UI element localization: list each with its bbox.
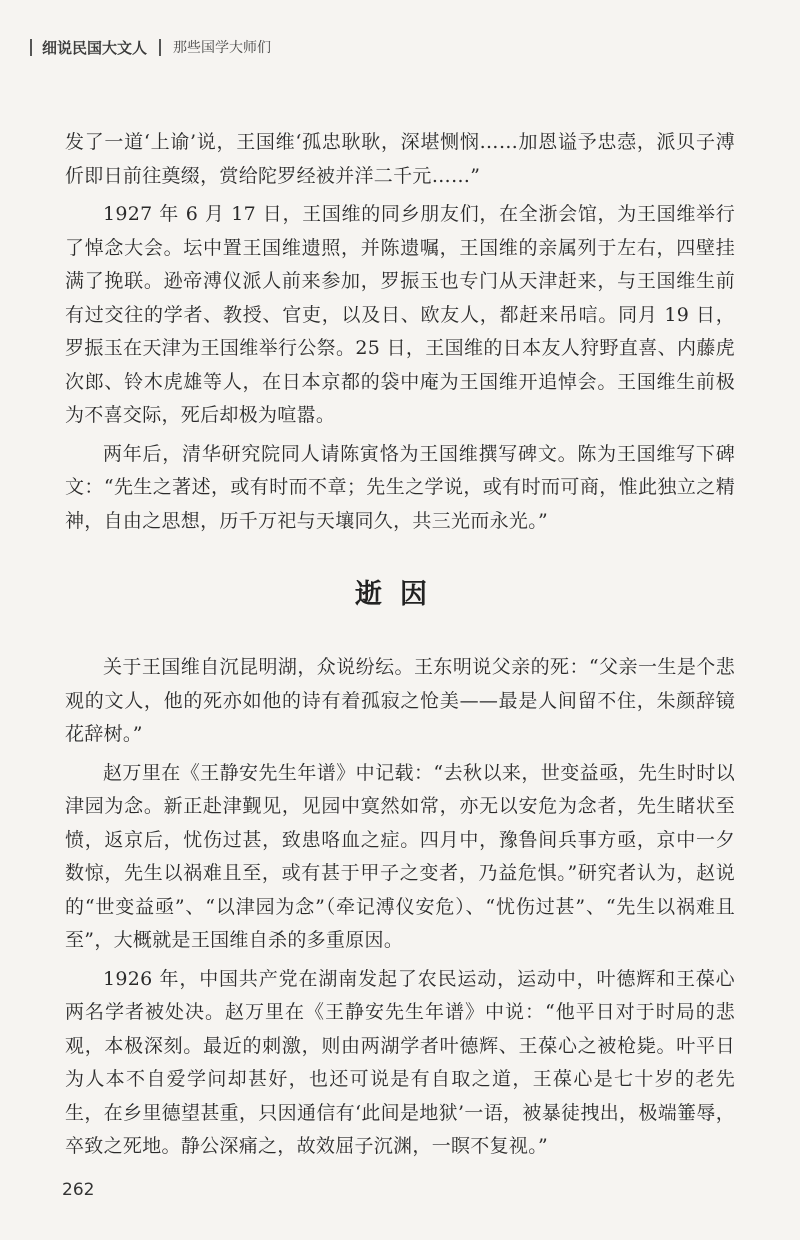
paragraph: 两年后，清华研究院同人请陈寅恪为王国维撰写碑文。陈为王国维写下碑文：“先生之著述，或有时而不章；先生之学说，或有时而可商，惟此独立之精神，自由之思想，历千万祀与天壤同久，共三光而永光。” — [65, 442, 735, 532]
header-divider — [159, 39, 161, 56]
paragraph: 1927 年 6 月 17 日，王国维的同乡朋友们，在全浙会馆，为王国维举行了悼念大会。坛中置王国维遗照，并陈遗嘱，王国维的亲属列于左右，四壁挂满了挽联。逊帝溥仪派人前来参加，罗振玉也专门从天津赶来，与王国维生前有过交往的学者、教授、官吏，以及日、欧友人，都赶来吊唁。同月 19 日，罗振玉在天津为王国维举行公祭。25 日，王国维的日本友人狩野直喜、内藤虎次郎、铃木虎雄等人，在日本京都的袋中庵为王国维开追悼会。王国维生前极为不喜交际，死后却极为喧嚣。 — [65, 203, 735, 426]
running-header — [30, 36, 271, 58]
page-number: 262 — [62, 1180, 95, 1200]
page-body — [65, 126, 735, 1169]
book-title: 细说民国大文人 — [42, 38, 148, 57]
chapter-title: 那些国学大师们 — [173, 40, 272, 56]
paragraph: 赵万里在《王静安先生年谱》中记载：“去秋以来，世变益亟，先生时时以津园为念。新正赴津觐见，见园中寞然如常，亦无以安危为念者，先生睹状至愤，返京后，忧伤过甚，致患咯血之症。四月中，豫鲁间兵事方亟，京中一夕数惊，先生以祸难且至，或有甚于甲子之变者，乃益危惧。”研究者认为，赵说的“世变益亟”、“以津园为念”（牵记溥仪安危）、“忧伤过甚”、“先生以祸难且至”，大概就是王国维自杀的多重原因。 — [65, 761, 735, 951]
section-heading: 逝因 — [355, 579, 445, 610]
paragraph: 1926 年，中国共产党在湖南发起了农民运动，运动中，叶德辉和王葆心两名学者被处决。赵万里在《王静安先生年谱》中说：“他平日对于时局的悲观，本极深刻。最近的刺激，则由两湖学者叶德辉、王葆心之被枪毙。叶平日为人本不自爱学问却甚好，也还可说是有自取之道，王葆心是七十岁的老先生，在乡里德望甚重，只因通信有‘此间是地狱’一语，被暴徒拽出，极端箠辱，卒致之死地。静公深痛之，故效屈子沉渊，一瞑不复视。” — [65, 967, 735, 1157]
header-divider — [30, 39, 32, 56]
paragraph: 关于王国维自沉昆明湖，众说纷纭。王东明说父亲的死：“父亲一生是个悲观的文人，他的死亦如他的诗有着孤寂之怆美——最是人间留不住，朱颜辞镜花辞树。” — [65, 656, 735, 745]
paragraph: 发了一道‘上谕’说，王国维‘孤忠耿耿，深堪恻悯……加恩谥予忠悫，派贝子溥伒即日前往奠缀，赏给陀罗经被并洋二千元……” — [65, 131, 735, 187]
